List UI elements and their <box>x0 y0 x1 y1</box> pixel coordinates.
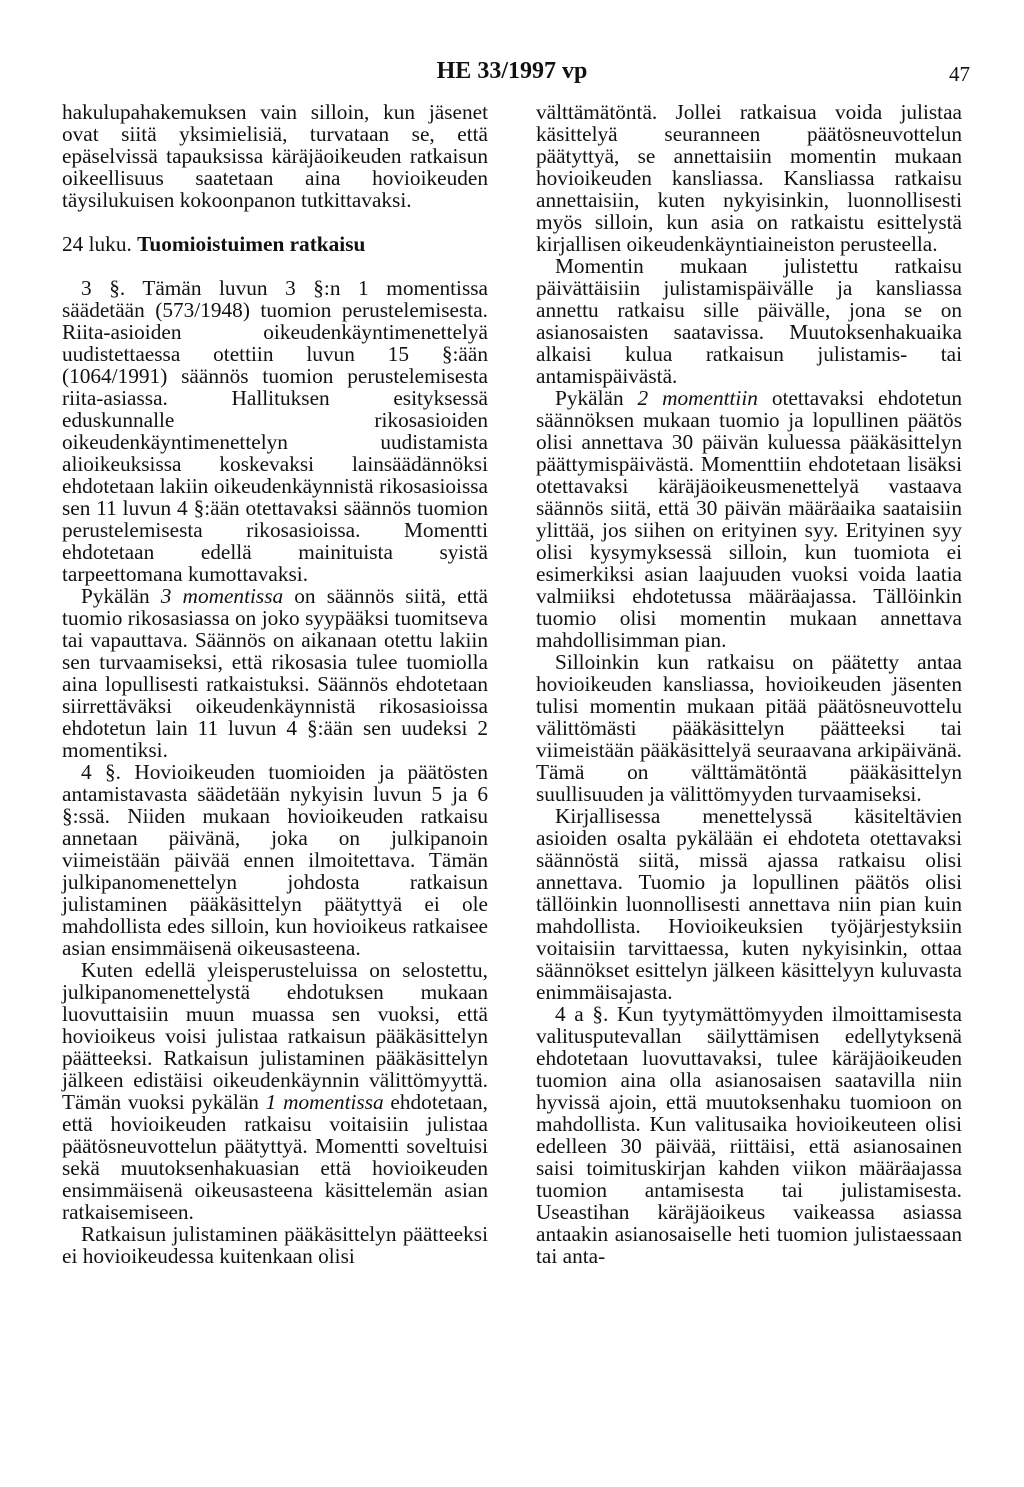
paragraph: 4 §. Hovioikeuden tuomioiden ja päätösten antamistavasta säädetään nykyisin luvun 5 ja 6 §:ssä. Niiden mukaan hovioikeuden ratkaisu annetaan päivänä, joka on julkipanoin viimeistään päivää ennen ilmoitettava. Tämän julkipanomenettelyn johdosta ratkaisun julistaminen pääkäsittelyn päätyttyä ei ole mahdollista edes silloin, kun hovioikeus ratkaisee asian ensimmäisenä oikeusasteena. <box>62 760 488 960</box>
paragraph: Ratkaisun julistaminen pääkäsittelyn päätteeksi ei hovioikeudessa kuitenkaan olisi <box>62 1222 488 1268</box>
section-title: Tuomioistuimen ratkaisu <box>137 232 366 256</box>
paragraph: Kuten edellä yleisperusteluissa on selostettu, julkipanomenettelystä ehdotuksen mukaan luovuttaisiin muun muassa sen vuoksi, että hovioikeus voisi julistaa ratkaisun pääkäsittelyn päätteeksi. Ratkaisun julistaminen pääkäsittelyn jälkeen edistäisi oikeudenkäynnin välittömyyttä. Tämän vuoksi pykälän 1 momentissa ehdotetaan, että hovioikeuden ratkaisu voitaisiin julistaa päätösneuvottelun päätyttyä. Momentti soveltuisi sekä muutoksenhakuasian että hovioikeuden ensimmäisenä oikeusasteena käsittelemän asian ratkaisemiseen. <box>62 958 488 1224</box>
paragraph: 3 §. Tämän luvun 3 §:n 1 momentissa säädetään (573/1948) tuomion perustelemisesta. Riita-asioiden oikeudenkäyntimenettelyä uudistettaessa otettiin luvun 15 §:ään (1064/1991) säännös tuomion perustelemisesta riita-asiassa. Hallituksen esityksessä eduskunnalle rikosasioiden oikeudenkäyntimenettelyn uudistamista alioikeuksissa koskevaksi lainsäädännöksi ehdotetaan lakiin oikeudenkäynnistä rikosasioissa sen 11 luvun 4 §:ään otettavaksi säännös tuomion perustelemisesta rikosasioissa. Momentti ehdotetaan edellä mainituista syistä tarpeettomana kumottavaksi. <box>62 276 488 586</box>
paragraph: Momentin mukaan julistettu ratkaisu päivättäisiin julistamispäivälle ja kansliassa annettu ratkaisu sille päivälle, jona se on asianosaisten saatavissa. Muutoksenhakuaika alkaisi kulua ratkaisun julistamis- tai antamispäivästä. <box>536 254 962 388</box>
emphasis: 3 momentissa <box>160 584 284 608</box>
page-header <box>0 52 1024 92</box>
paragraph: välttämätöntä. Jollei ratkaisua voida julistaa käsittelyä seuranneen päätösneuvottelun päätyttyä, se annettaisiin momentin mukaan hovioikeuden kansliassa. Kansliassa ratkaisu annettaisiin, kuten nykyisinkin, luonnollisesti myös silloin, kun asia on ratkaistu esittelystä kirjallisen oikeudenkäyntiaineiston perusteella. <box>536 100 962 256</box>
paragraph: Silloinkin kun ratkaisu on päätetty antaa hovioikeuden kansliassa, hovioikeuden jäsenten tulisi momentin mukaan pitää päätösneuvottelu välittömästi pääkäsittelyn päätteeksi tai viimeistään pääkäsittelyä seuraavana arkipäivänä. Tämä on välttämätöntä pääkäsittelyn suullisuuden ja välittömyyden turvaamiseksi. <box>536 650 962 806</box>
paragraph: Kirjallisessa menettelyssä käsiteltävien asioiden osalta pykälään ei ehdoteta otettavaksi säännöstä siitä, missä ajassa ratkaisu olisi annettava. Tuomio ja lopullinen päätös olisi tällöinkin luonnollisesti annettava niin pian kuin mahdollista. Hovioikeuksien työjärjestyksiin voitaisiin tarvittaessa, kuten nykyisinkin, ottaa säännökset esittelyn jälkeen käsittelyyn kuluvasta enimmäisajasta. <box>536 804 962 1004</box>
paragraph: hakulupahakemuksen vain silloin, kun jäsenet ovat siitä yksimielisiä, turvataan se, että epäselvissä tapauksissa käräjäoikeuden ratkaisun oikeellisuus saatetaan aina hovioikeuden täysilukuisen kokoonpanon tutkittavaksi. <box>62 100 488 212</box>
paragraph: Pykälän 2 momenttiin otettavaksi ehdotetun säännöksen mukaan tuomio ja lopullinen päätös olisi annettava 30 päivän kuluessa pääkäsittelyn päättymispäivästä. Momenttiin ehdotetaan lisäksi otettavaksi käräjäoikeusmenettelyä vastaava säännös siitä, että 30 päivän määräaika saataisiin ylittää, jos siihen on erityinen syy. Erityinen syy olisi kysymyksessä silloin, kun tuomiota ei esimerkiksi asian laajuuden vuoksi voida laatia valmiiksi ehdotetussa määräajassa. Tällöinkin tuomio olisi momentin mukaan annettava mahdollisimman pian. <box>536 386 962 652</box>
paragraph: 4 a §. Kun tyytymättömyyden ilmoittamisesta valitusputevallan säilyttämisen edellytyksenä ehdotetaan luovuttavaksi, tulee käräjäoikeuden tuomion aina olla asianosaisen saatavilla niin hyvissä ajoin, että muutoksenhaku tuomioon on mahdollista. Kun valitusaika hovioikeuteen olisi edelleen 30 päivää, riittäisi, että asianosainen saisi toimituskirjan kahden viikon määräajassa tuomion antamisesta tai julistamisesta. Useastihan käräjäoikeus vaikeassa asiassa antaakin asianosaiselle heti tuomion julistaessaan tai anta- <box>536 1002 962 1268</box>
emphasis: 2 momenttiin <box>637 386 758 410</box>
emphasis: 1 momentissa <box>265 1090 384 1114</box>
document-id: HE 33/1997 vp <box>436 58 588 84</box>
left-column <box>62 101 488 1267</box>
paragraph: Pykälän 3 momentissa on säännös siitä, että tuomio rikosasiassa on joko syypääksi tuomitseva tai vapauttava. Säännös on aikanaan otettu lakiin sen turvaamiseksi, että rikosasia tulee tuomiolla aina lopullisesti ratkaistuksi. Säännös ehdotetaan siirrettäväksi oikeudenkäynnistä rikosasioissa ehdotetun lain 11 luvun 4 §:ään sen uudeksi 2 momentiksi. <box>62 584 489 762</box>
page-number: 47 <box>949 62 970 86</box>
section-heading <box>62 233 488 255</box>
right-column <box>536 101 962 1267</box>
section-number: 24 luku. <box>62 232 132 256</box>
